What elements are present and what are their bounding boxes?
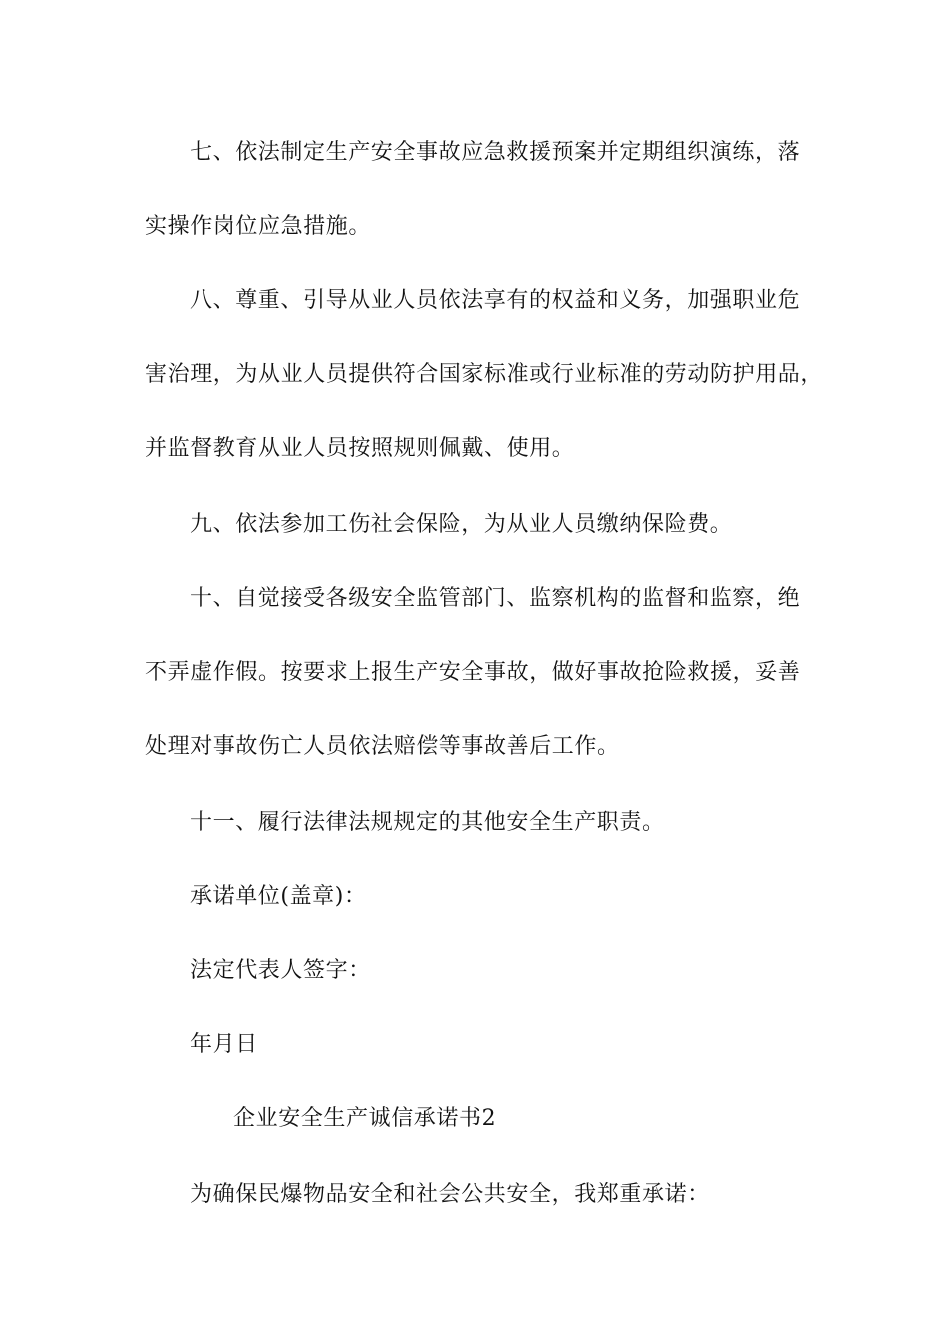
paragraph-line: 并监督教育从业人员按照规则佩戴、使用。 [145, 436, 575, 461]
paragraph-line: 九、依法参加工伤社会保险，为从业人员缴纳保险费。 [190, 512, 733, 537]
paragraph-line: 十一、履行法律法规规定的其他安全生产职责。 [190, 810, 665, 835]
paragraph-line: 不弄虚作假。按要求上报生产安全事故，做好事故抢险救援，妥善 [145, 660, 801, 685]
paragraph-line: 十、自觉接受各级安全监管部门、监察机构的监督和监察，绝 [190, 586, 801, 611]
paragraph-line: 为确保民爆物品安全和社会公共安全，我郑重承诺： [190, 1182, 710, 1207]
signature-unit-label: 承诺单位(盖章)： [190, 884, 367, 909]
paragraph-line: 害治理，为从业人员提供符合国家标准或行业标准的劳动防护用品， [145, 362, 824, 387]
paragraph-line: 八、尊重、引导从业人员依法享有的权益和义务，加强职业危 [190, 288, 801, 313]
legal-representative-label: 法定代表人签字： [190, 958, 371, 983]
section-title: 企业安全生产诚信承诺书2 [233, 1106, 497, 1131]
paragraph-line: 实操作岗位应急措施。 [145, 214, 372, 239]
date-label: 年月日 [190, 1032, 258, 1057]
paragraph-line: 七、依法制定生产安全事故应急救援预案并定期组织演练，落 [190, 140, 801, 165]
paragraph-line: 处理对事故伤亡人员依法赔偿等事故善后工作。 [145, 734, 620, 759]
